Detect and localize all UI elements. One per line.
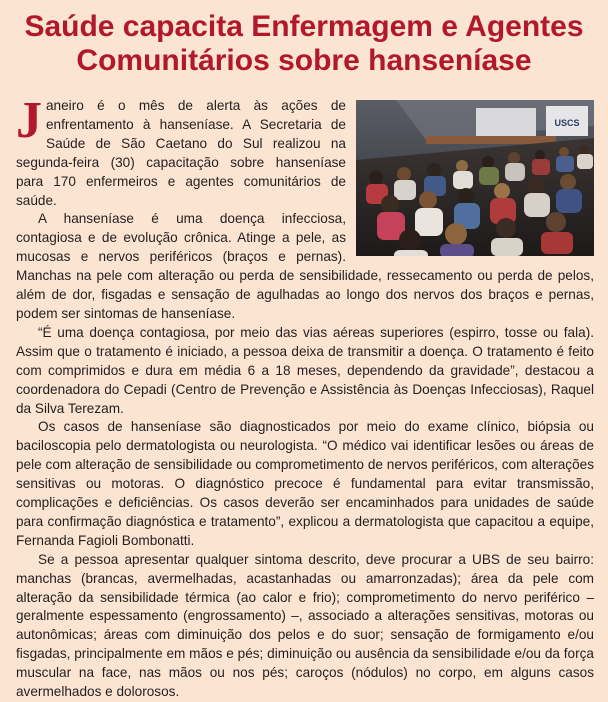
paragraph-2: A hanseníase é uma doença infecciosa, contagiosa e de evolução crônica. Atinge a pele, as mucosas e nervos periféricos (braços e pernas). Manchas na pele com alteração ou perda de sensibilidade, ressecamento ou perda de pelos, além de dor, fisgadas e sensação de agulhadas ao longo dos nervos dos braços e pernas, podem ser sintomas de hanseníase. <box>16 211 594 321</box>
article-body <box>16 92 594 702</box>
auditorium-photo <box>356 100 594 256</box>
screen-logo-text: USCS <box>554 118 580 128</box>
projection-screen <box>476 108 536 138</box>
stage-table <box>426 136 556 144</box>
auditorium-illustration <box>356 100 594 256</box>
headline-line-1: Saúde capacita Enfermagem e Agentes <box>24 10 584 43</box>
headline <box>0 10 608 78</box>
paragraph-5: Se a pessoa apresentar qualquer sintoma descrito, deve procurar a UBS de seu bairro: manchas (brancas, avermelhadas, acastanhadas ou amarronzadas); área da pele com alteração da sensibilidade térmica (ao calor e frio); comprometimento do nervo periférico – geralmente espessamento (engrossamento) –, associado a alterações sensitivas, motoras ou autonômicas; áreas com diminuição dos pelos e do suor; sensação de formigamento e/ou fisgadas, principalmente em mãos e pés; diminuição ou ausência da sensibilidade e/ou da força muscular na face, nas mãos ou nos pés; caroços (nódulos) no corpo, em alguns casos avermelhados e dolorosos. <box>16 551 594 700</box>
headline-line-2: Comunitários sobre hanseníase <box>76 44 532 77</box>
paragraph-1-text: aneiro é o mês de alerta às ações de enfrentamento à hanseníase. A Secretaria de Saúde de São Caetano do Sul realizou na segunda-feira (30) capacitação sobre hanseníase para 170 enfermeiros e agentes comunitários de saúde. <box>16 98 346 208</box>
paragraph-4: Os casos de hanseníase são diagnosticados por meio do exame clínico, biópsia ou baciloscopia pelo dermatologista ou neurologista. “O médico vai identificar lesões ou áreas de pele com alteração de sensibilidade ou comprometimento de nervos periféricos, com alterações sensitivas ou motoras. O diagnóstico precoce é fundamental para evitar transmissão, complicações e deficiências. Os casos deverão ser encaminhados para unidades de saúde para confirmação diagnóstica e tratamento”, explicou a dermatologista que capacitou a equipe, Fernanda Fagioli Bombonatti. <box>16 419 594 548</box>
drop-cap: J <box>16 92 42 149</box>
paragraph-3: “É uma doença contagiosa, por meio das vias aéreas superiores (espirro, tosse ou fala). Assim que o tratamento é iniciado, a pessoa deixa de transmitir a doença. O tratamento é feito com comprimidos e dura em média 6 a 18 meses, dependendo da gravidade”, destacou a coordenadora do Cepadi (Centro de Prevenção e Assistência às Doenças Infecciosas), Raquel da Silva Terezam. <box>16 324 594 416</box>
